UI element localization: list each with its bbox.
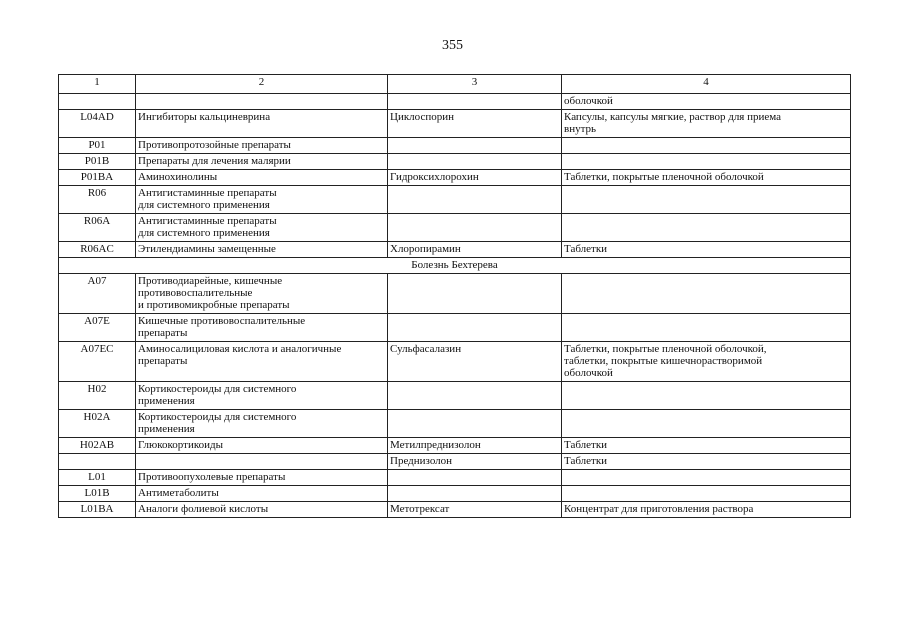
- cell-group-name: Препараты для лечения малярии: [136, 154, 388, 170]
- cell-dosage-form: [562, 186, 851, 214]
- table-row: [59, 154, 851, 170]
- cell-atc-code: H02: [59, 382, 136, 410]
- cell-drug-name: [388, 274, 562, 314]
- cell-drug-name: [388, 138, 562, 154]
- cell-drug-name: Циклоспорин: [388, 110, 562, 138]
- cell-atc-code: R06: [59, 186, 136, 214]
- cell-drug-name: [388, 470, 562, 486]
- table-row: [59, 138, 851, 154]
- cell-dosage-form: [562, 410, 851, 438]
- cell-drug-name: [388, 314, 562, 342]
- cell-group-name: Антиметаболиты: [136, 486, 388, 502]
- cell-atc-code: A07E: [59, 314, 136, 342]
- cell-group-name: Противодиарейные, кишечные противовоспалительные и противомикробные препараты: [136, 274, 388, 314]
- cell-atc-code: P01BA: [59, 170, 136, 186]
- cell-atc-code: [59, 94, 136, 110]
- table-row: [59, 382, 851, 410]
- cell-atc-code: L01BA: [59, 502, 136, 518]
- cell-atc-code: A07EC: [59, 342, 136, 382]
- cell-atc-code: L01: [59, 470, 136, 486]
- cell-group-name: Ингибиторы кальциневрина: [136, 110, 388, 138]
- cell-drug-name: [388, 186, 562, 214]
- cell-drug-name: [388, 94, 562, 110]
- cell-atc-code: P01: [59, 138, 136, 154]
- table-body: [59, 75, 851, 518]
- cell-dosage-form: Таблетки: [562, 438, 851, 454]
- table-row: [59, 454, 851, 470]
- cell-drug-name: [388, 154, 562, 170]
- header-col-3: 3: [388, 75, 562, 94]
- cell-atc-code: R06A: [59, 214, 136, 242]
- cell-dosage-form: [562, 470, 851, 486]
- cell-dosage-form: [562, 274, 851, 314]
- cell-dosage-form: [562, 382, 851, 410]
- page-number: 355: [442, 38, 463, 53]
- cell-drug-name: [388, 382, 562, 410]
- drug-table: [58, 74, 851, 518]
- cell-dosage-form: Капсулы, капсулы мягкие, раствор для приема внутрь: [562, 110, 851, 138]
- table-row: [59, 410, 851, 438]
- cell-drug-name: Хлоропирамин: [388, 242, 562, 258]
- header-col-1: 1: [59, 75, 136, 94]
- cell-group-name: Глюкокортикоиды: [136, 438, 388, 454]
- cell-group-name: [136, 454, 388, 470]
- table-header-row: [59, 75, 851, 94]
- cell-group-name: Этилендиамины замещенные: [136, 242, 388, 258]
- cell-atc-code: R06AC: [59, 242, 136, 258]
- cell-atc-code: A07: [59, 274, 136, 314]
- section-title: Болезнь Бехтерева: [59, 258, 851, 274]
- cell-group-name: Антигистаминные препараты для системного применения: [136, 214, 388, 242]
- table-row: [59, 94, 851, 110]
- cell-atc-code: H02A: [59, 410, 136, 438]
- cell-atc-code: L04AD: [59, 110, 136, 138]
- table-row: [59, 470, 851, 486]
- cell-drug-name: Преднизолон: [388, 454, 562, 470]
- cell-group-name: Кортикостероиды для системного применения: [136, 410, 388, 438]
- cell-group-name: Аналоги фолиевой кислоты: [136, 502, 388, 518]
- cell-dosage-form: [562, 154, 851, 170]
- cell-drug-name: [388, 214, 562, 242]
- cell-dosage-form: [562, 214, 851, 242]
- table-row: [59, 186, 851, 214]
- table-row: [59, 438, 851, 454]
- cell-dosage-form: [562, 486, 851, 502]
- table-row: [59, 110, 851, 138]
- cell-dosage-form: Таблетки: [562, 454, 851, 470]
- cell-group-name: Кишечные противовоспалительные препараты: [136, 314, 388, 342]
- table-row: [59, 502, 851, 518]
- cell-dosage-form: [562, 314, 851, 342]
- cell-group-name: Аминохинолины: [136, 170, 388, 186]
- section-row: [59, 258, 851, 274]
- cell-group-name: Аминосалициловая кислота и аналогичные препараты: [136, 342, 388, 382]
- cell-drug-name: Сульфасалазин: [388, 342, 562, 382]
- cell-group-name: Противоопухолевые препараты: [136, 470, 388, 486]
- table-row: [59, 314, 851, 342]
- cell-dosage-form: Таблетки, покрытые пленочной оболочкой, таблетки, покрытые кишечнорастворимой оболочкой: [562, 342, 851, 382]
- table-row: [59, 214, 851, 242]
- cell-atc-code: [59, 454, 136, 470]
- cell-drug-name: Метотрексат: [388, 502, 562, 518]
- cell-dosage-form: Таблетки: [562, 242, 851, 258]
- table-row: [59, 486, 851, 502]
- cell-dosage-form: Концентрат для приготовления раствора: [562, 502, 851, 518]
- cell-drug-name: Гидроксихлорохин: [388, 170, 562, 186]
- cell-group-name: [136, 94, 388, 110]
- cell-group-name: Кортикостероиды для системного применения: [136, 382, 388, 410]
- cell-dosage-form: оболочкой: [562, 94, 851, 110]
- cell-drug-name: Метилпреднизолон: [388, 438, 562, 454]
- header-col-2: 2: [136, 75, 388, 94]
- cell-group-name: Антигистаминные препараты для системного применения: [136, 186, 388, 214]
- cell-dosage-form: [562, 138, 851, 154]
- cell-atc-code: P01B: [59, 154, 136, 170]
- table-row: [59, 342, 851, 382]
- table-row: [59, 274, 851, 314]
- cell-atc-code: H02AB: [59, 438, 136, 454]
- table-row: [59, 242, 851, 258]
- cell-drug-name: [388, 486, 562, 502]
- cell-atc-code: L01B: [59, 486, 136, 502]
- cell-drug-name: [388, 410, 562, 438]
- table-row: [59, 170, 851, 186]
- cell-group-name: Противопротозойные препараты: [136, 138, 388, 154]
- cell-dosage-form: Таблетки, покрытые пленочной оболочкой: [562, 170, 851, 186]
- header-col-4: 4: [562, 75, 851, 94]
